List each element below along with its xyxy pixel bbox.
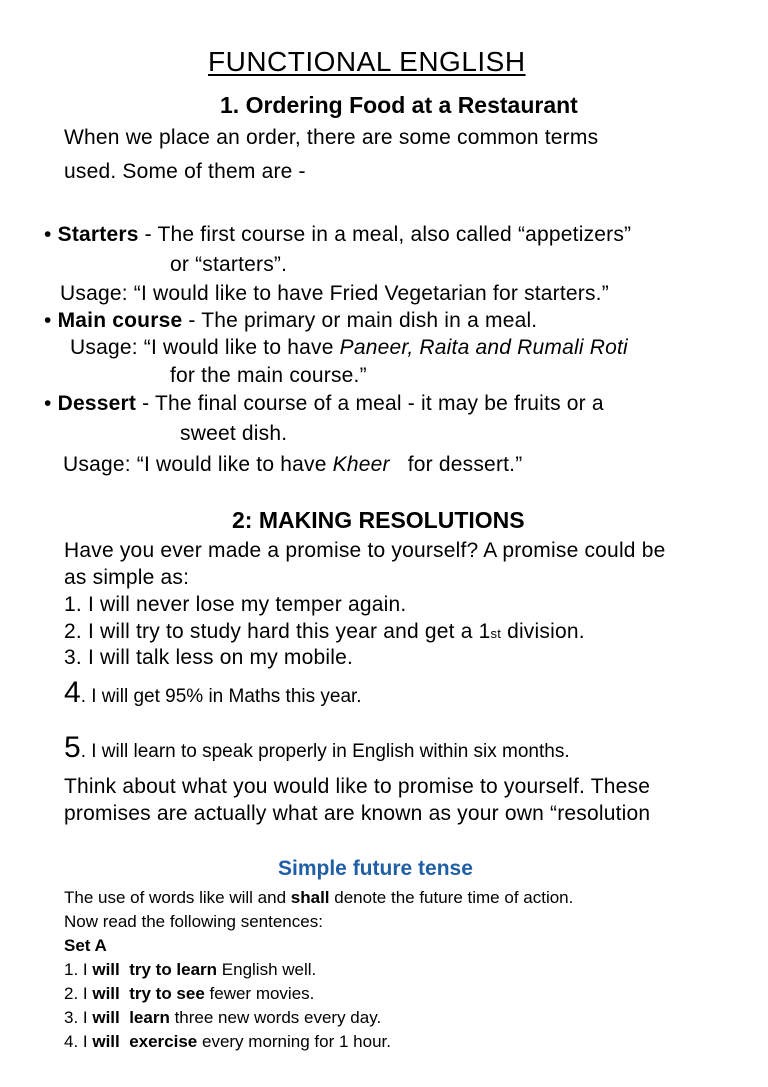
set-label <box>64 936 107 956</box>
sentence-prefix: 2. I <box>64 984 93 1003</box>
sentence-suffix: fewer movies. <box>204 984 315 1003</box>
starters-item <box>44 223 631 247</box>
sentence-suffix: English well. <box>217 960 317 979</box>
set-label-text: Set A <box>64 936 107 955</box>
page-title: FUNCTIONAL ENGLISH <box>208 46 526 77</box>
dessert-term: Dessert <box>57 392 137 415</box>
resolution-item-2-text: 2. I will try to study hard this year and get a 1 <box>64 620 491 643</box>
main-course-definition: - The primary or main dish in a meal. <box>182 309 538 332</box>
bullet-icon: • <box>44 223 52 246</box>
section3-line1-bold: shall <box>290 888 330 907</box>
dessert-definition: - The final course of a meal - it may be fruits or a <box>136 392 604 415</box>
resolution-item-4-number: 4 <box>64 676 81 709</box>
main-course-term: Main course <box>57 309 183 332</box>
main-course-usage <box>70 336 628 360</box>
section3-line1-text: The use of words like will and <box>64 888 291 907</box>
bullet-icon: • <box>44 309 52 332</box>
resolution-item-4-text: . I will get 95% in Maths this year. <box>80 686 362 707</box>
section2-intro-line2: as simple as: <box>64 566 190 589</box>
starters-term: Starters <box>57 223 139 246</box>
section2-intro-line1: Have you ever made a promise to yourself? A promise could be <box>64 539 666 562</box>
main-course-usage-text: Usage: “I would like to have <box>70 336 340 359</box>
section2-closing-line1: Think about what you would like to promise to yourself. These <box>64 775 651 798</box>
superscript-st: st <box>490 626 502 641</box>
sentence-suffix: three new words every day. <box>169 1008 382 1027</box>
section2-heading: 2: MAKING RESOLUTIONS <box>232 507 525 533</box>
section1-intro-line1: When we place an order, there are some common terms <box>64 126 599 149</box>
starters-definition: - The first course in a meal, also called “appetizers” <box>138 223 632 246</box>
starters-usage: Usage: “I would like to have Fried Vegetarian for starters.” <box>60 282 609 305</box>
resolution-item-2-end: division. <box>501 620 585 643</box>
resolution-item-3: 3. I will talk less on my mobile. <box>64 646 354 669</box>
dessert-usage-text: Usage: “I would like to have <box>63 453 333 476</box>
sentence-bold: will exercise <box>92 1032 198 1051</box>
dessert-usage <box>63 453 522 477</box>
section3-heading: Simple future tense <box>278 857 473 880</box>
resolution-item-2 <box>64 620 585 644</box>
section1-heading: 1. Ordering Food at a Restaurant <box>220 92 578 118</box>
resolution-item-5-number: 5 <box>64 731 81 764</box>
starters-definition-line2: or “starters”. <box>170 253 288 276</box>
section1-intro-line2: used. Some of them are - <box>64 160 306 183</box>
sentence-prefix: 4. I <box>64 1032 93 1051</box>
resolution-item-4 <box>64 676 362 710</box>
list-item <box>64 984 314 1004</box>
dessert-definition-line2: sweet dish. <box>180 422 288 445</box>
section3-line1 <box>64 888 573 908</box>
section3-line2: Now read the following sentences: <box>64 912 323 931</box>
sentence-prefix: 1. I <box>64 960 93 979</box>
dessert-usage-italic: Kheer <box>332 453 390 476</box>
resolution-item-5 <box>64 731 570 765</box>
section2-closing-line2: promises are actually what are known as your own “resolution <box>64 802 651 825</box>
resolution-item-5-text: . I will learn to speak properly in English within six months. <box>80 741 570 762</box>
list-item <box>64 1008 381 1028</box>
main-course-usage-line2: for the main course.” <box>170 364 367 387</box>
sentence-suffix: every morning for 1 hour. <box>197 1032 391 1051</box>
dessert-item <box>44 392 604 416</box>
main-course-usage-italic: Paneer, Raita and Rumali Roti <box>339 336 628 359</box>
sentence-bold: will try to see <box>92 984 205 1003</box>
bullet-icon: • <box>44 392 52 415</box>
sentence-bold: will try to learn <box>92 960 218 979</box>
list-item <box>64 1032 391 1052</box>
sentence-prefix: 3. I <box>64 1008 93 1027</box>
dessert-usage-end: for dessert.” <box>389 453 523 476</box>
section3-line1-end: denote the future time of action. <box>329 888 574 907</box>
sentence-bold: will learn <box>92 1008 170 1027</box>
main-course-item <box>44 309 537 333</box>
list-item <box>64 960 316 980</box>
resolution-item-1: 1. I will never lose my temper again. <box>64 593 407 616</box>
